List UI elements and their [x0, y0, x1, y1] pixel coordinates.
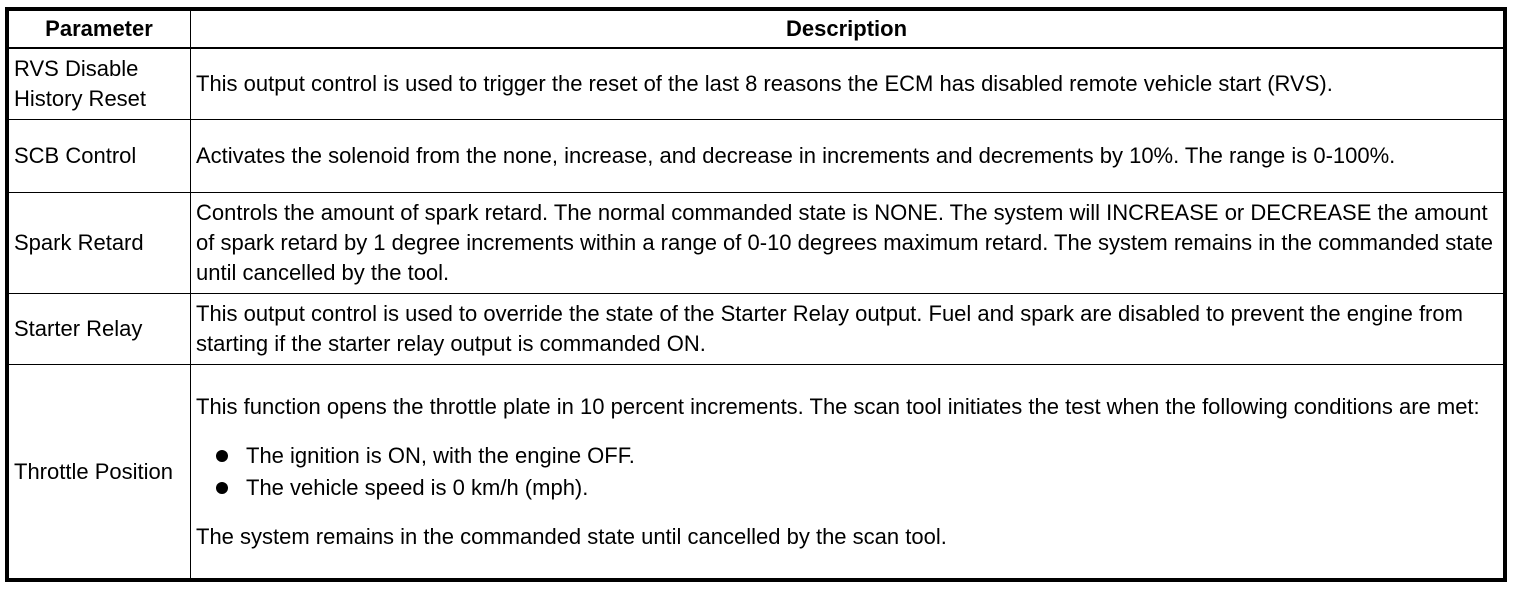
parameter-cell: Starter Relay — [9, 294, 191, 365]
parameter-cell: SCB Control — [9, 120, 191, 193]
description-cell: This output control is used to override the state of the Starter Relay output. Fuel and spark are disabled to prevent the engine from starting if the starter relay output is commanded ON. — [191, 294, 1504, 365]
parameter-cell: Spark Retard — [9, 193, 191, 294]
description-cell: Controls the amount of spark retard. The normal commanded state is NONE. The system will INCREASE or DECREASE the amount of spark retard by 1 degree increments within a range of 0-10 degrees maximum retard. The system remains in the commanded state until cancelled by the tool. — [191, 193, 1504, 294]
parameter-cell: RVS Disable History Reset — [9, 48, 191, 120]
header-description: Description — [191, 11, 1504, 49]
bullet-icon — [216, 450, 228, 462]
table-row — [9, 120, 1504, 193]
table-row — [9, 48, 1504, 120]
table-row — [9, 294, 1504, 365]
condition-list — [196, 440, 1497, 504]
list-item — [196, 440, 1497, 472]
list-item-text: The ignition is ON, with the engine OFF. — [246, 442, 635, 468]
description-cell: This output control is used to trigger the reset of the last 8 reasons the ECM has disabled remote vehicle start (RVS). — [191, 48, 1504, 120]
header-parameter: Parameter — [9, 11, 191, 49]
description-outro: The system remains in the commanded state until cancelled by the scan tool. — [196, 523, 947, 549]
list-item — [196, 472, 1497, 504]
parameter-table — [8, 10, 1504, 579]
description-intro: This function opens the throttle plate in 10 percent increments. The scan tool initiates the test when the following conditions are met: — [196, 393, 1480, 419]
bullet-icon — [216, 482, 228, 494]
description-cell: Activates the solenoid from the none, increase, and decrease in increments and decrements by 10%. The range is 0-100%. — [191, 120, 1504, 193]
table-row — [9, 193, 1504, 294]
header-row — [9, 11, 1504, 49]
list-item-text: The vehicle speed is 0 km/h (mph). — [246, 474, 589, 500]
parameter-cell: Throttle Position — [9, 365, 191, 579]
description-cell — [191, 365, 1504, 579]
parameter-table-container — [5, 7, 1507, 582]
table-row — [9, 365, 1504, 579]
